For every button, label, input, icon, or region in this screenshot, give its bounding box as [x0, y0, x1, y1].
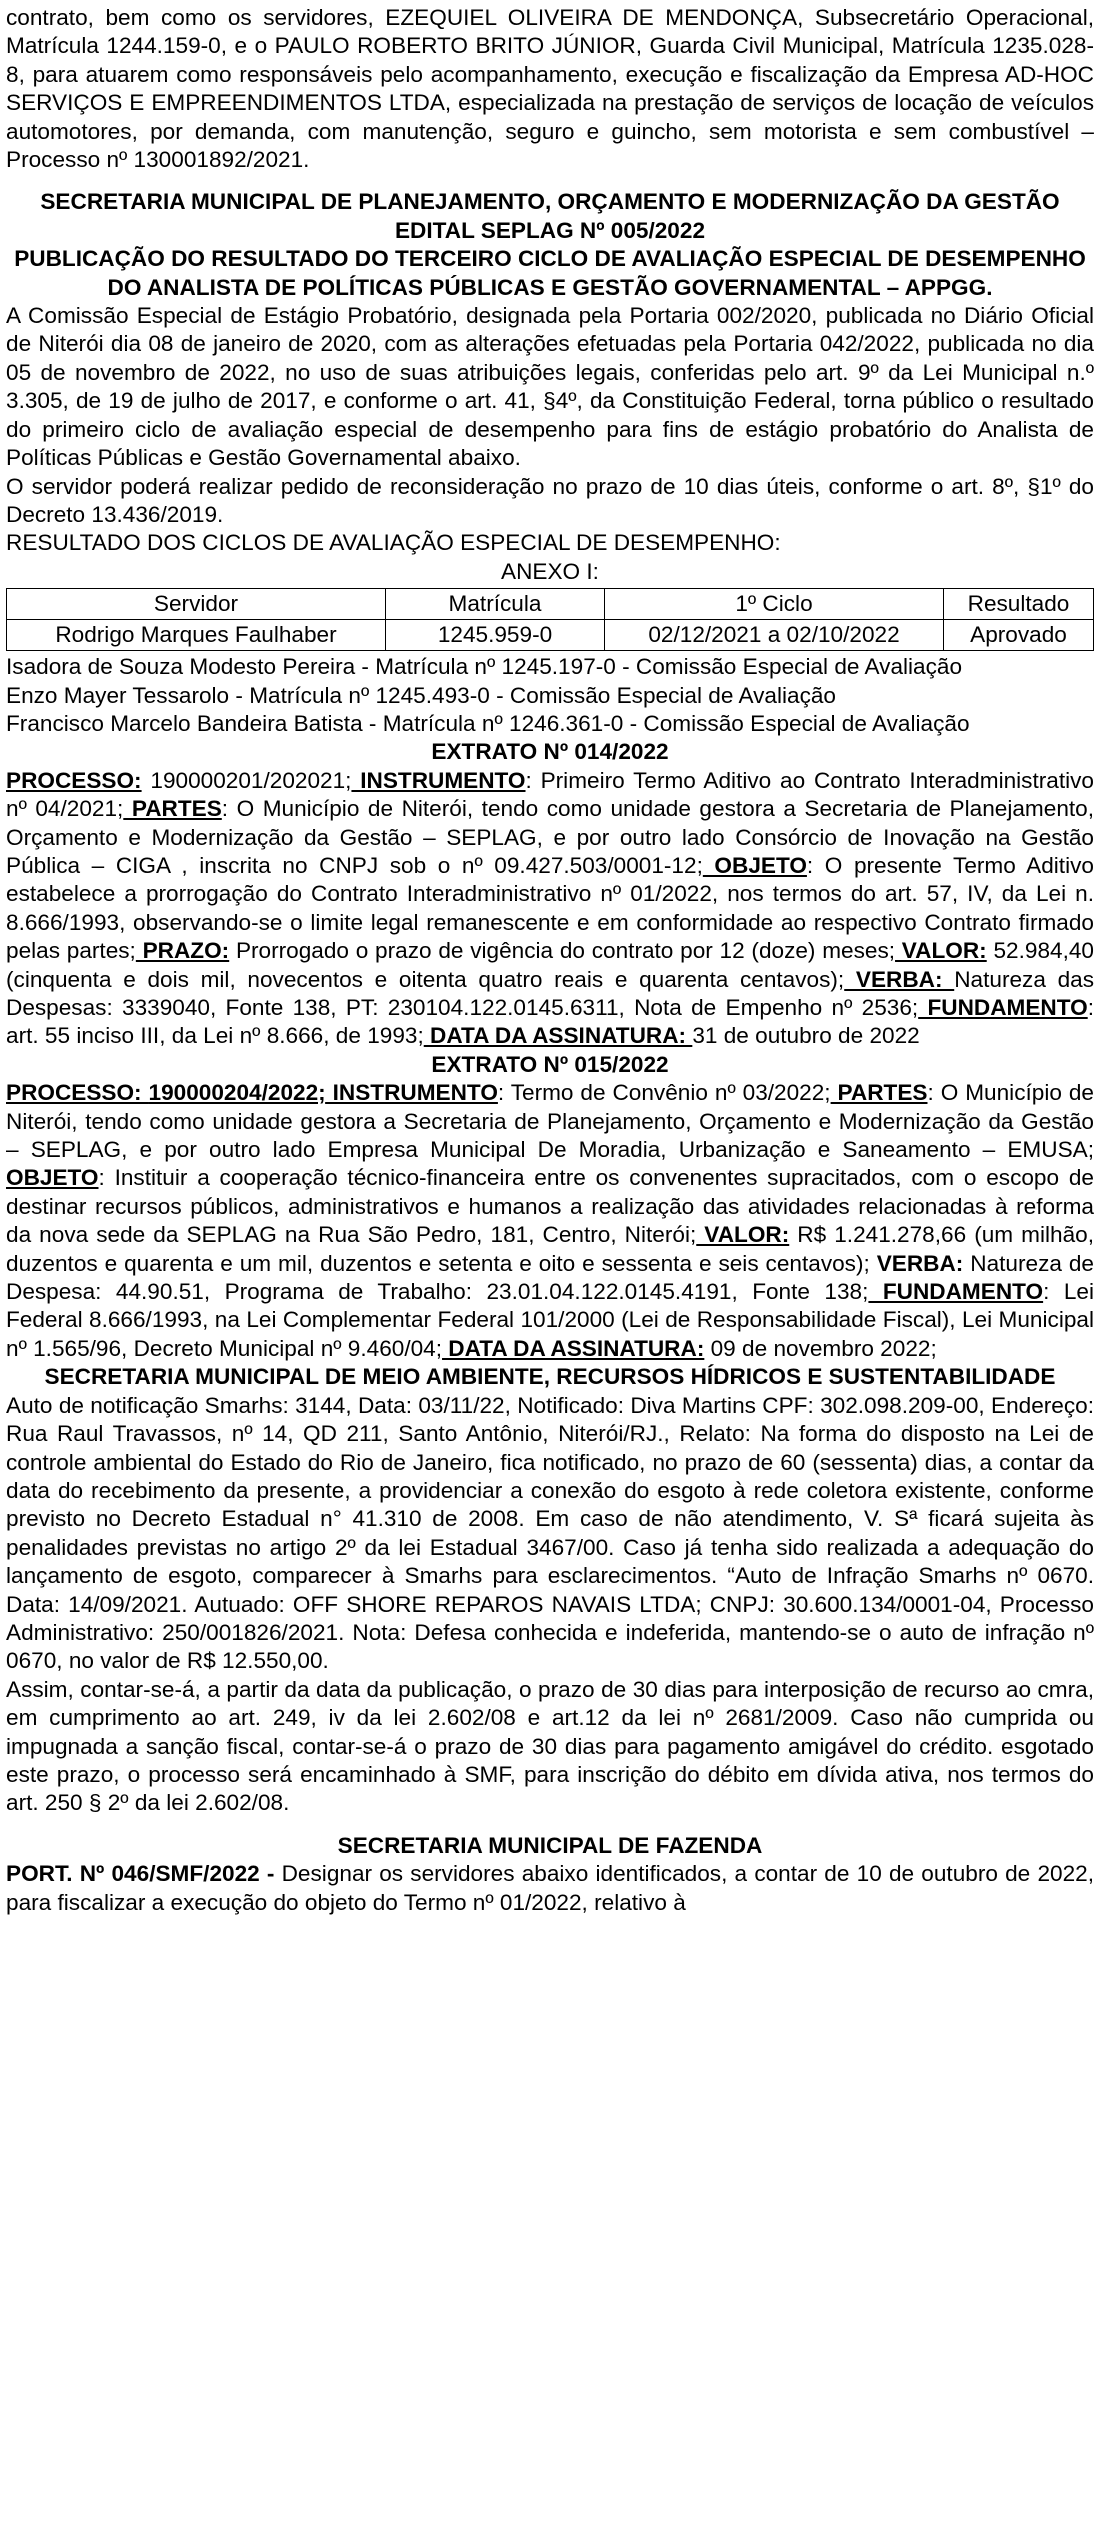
seplag-section — [6, 188, 1094, 738]
extrato-015-title: EXTRATO Nº 015/2022 — [431, 1051, 669, 1077]
smarhs-paragraph-1: Auto de notificação Smarhs: 3144, Data: 03/11/22, Notificado: Diva Martins CPF: 302.098.209-00, Endereço: Rua Raul Travassos, nº 14, QD 211, Santo Antônio, Niterói/RJ., Relato: Na forma do disposto na Lei de controle ambiental do Estado do Rio de Janeiro, fica notificado, no prazo de 60 (sessenta) dias, a contar da data do recebimento da presente, a providenciar a conexão do esgoto à rede coletora existente, conforme previsto no Decreto Estadual n° 41.310 de 2008. Em caso de não atendimento, V. Sª ficará sujeita às penalidades previstas no artigo 2º da lei Estadual 3467/00. Caso já tenha sido realizada a adequação do lançamento de esgoto, comparecer à Smarhs para esclarecimentos. “Auto de Infração Smarhs nº 0670. Data: 14/09/2021. Autuado: OFF SHORE REPAROS NAVAIS LTDA; CNPJ: 30.600.134/0001-04, Processo Administrativo: 250/001826/2021. Nota: Defesa conhecida e indeferida, mantendo-se o auto de infração nº 0670, no valor de R$ 12.550,00. — [6, 1392, 1094, 1674]
instrumento-label: INSTRUMENTO — [325, 1080, 498, 1106]
objeto-label: OBJETO — [6, 1165, 99, 1191]
fundamento-label: FUNDAMENTO — [918, 995, 1088, 1020]
verba-value: Natureza de Despesa: 44.90.51, Programa de Trabalho: 23.01.04.122.0145.4191, Fonte 138; — [6, 1250, 1094, 1305]
verba-label: VERBA: — [844, 966, 955, 992]
table-cell: Aprovado — [944, 620, 1094, 651]
valor-value: R$ 1.241.278,66 (um milhão, duzentos e quarenta e um mil, duzentos e setenta e oito e sessenta e seis centavos); — [6, 1222, 1094, 1276]
processo-label: PROCESSO: — [6, 767, 142, 793]
smarhs-section — [6, 1363, 1094, 1818]
publication-title: PUBLICAÇÃO DO RESULTADO DO TERCEIRO CICLO DE AVALIAÇÃO ESPECIAL DE DESEMPENHO DO ANALISTA DE POLÍTICAS PÚBLICAS E GESTÃO GOVERNAMENTAL – APPGG. — [14, 246, 1086, 300]
table-header-cell: 1º Ciclo — [605, 589, 944, 620]
valor-label: VALOR: — [696, 1222, 790, 1248]
instrumento-label: INSTRUMENTO — [351, 767, 526, 793]
results-label: RESULTADO DOS CICLOS DE AVALIAÇÃO ESPECIAL DE DESEMPENHO: — [6, 530, 781, 556]
fundamento-value: : art. 55 inciso III, da Lei nº 8.666, de 1993; — [6, 995, 1094, 1049]
verba-value: Natureza das Despesas: 3339040, Fonte 138, PT: 230104.122.0145.6311, Nota de Empenho nº 2536; — [6, 966, 1095, 1020]
instrumento-value: : Primeiro Termo Aditivo ao Contrato Interadministrativo nº 04/2021; — [6, 767, 1094, 822]
seplag-heading: SECRETARIA MUNICIPAL DE PLANEJAMENTO, ORÇAMENTO E MODERNIZAÇÃO DA GESTÃO — [40, 189, 1060, 215]
annex-label: ANEXO I: — [501, 558, 599, 584]
table-cell: 1245.959-0 — [386, 620, 605, 651]
data-assinatura-label: DATA DA ASSINATURA: — [423, 1023, 693, 1049]
smf-heading: SECRETARIA MUNICIPAL DE FAZENDA — [337, 1832, 763, 1858]
partes-label: PARTES — [123, 796, 222, 822]
objeto-value: : O presente Termo Aditivo estabelece a prorrogação do Contrato Interadministrativo nº 01/2022, nos termos do art. 57, IV, da Lei n. 8.666/1993, observando-se o limite legal remanescente e em conformidade ao respectivo Contrato firmado pelas partes; — [6, 852, 1094, 964]
extrato-015 — [6, 1051, 1094, 1363]
table-header-cell: Servidor — [7, 589, 386, 620]
valor-label: VALOR: — [895, 938, 987, 964]
portaria-text: Designar os servidores abaixo identificados, a contar de 10 de outubro de 2022, para fiscalizar a execução do objeto do Termo nº 01/2022, relativo à — [6, 1861, 1094, 1915]
commission-member: Enzo Mayer Tessarolo - Matrícula nº 1245.493-0 - Comissão Especial de Avaliação — [6, 682, 836, 708]
extrato-015-body — [6, 1079, 1094, 1363]
instrumento-value: : Termo de Convênio nº 03/2022; — [497, 1080, 831, 1106]
smf-section — [6, 1832, 1094, 1917]
table-header-cell: Resultado — [944, 589, 1094, 620]
table-row — [7, 620, 1094, 651]
seplag-body-1: A Comissão Especial de Estágio Probatório, designada pela Portaria 002/2020, publicada no Diário Oficial de Niterói dia 08 de janeiro de 2020, com as alterações efetuadas pela Portaria 042/2022, publicada no dia 05 de novembro de 2022, no uso de suas atribuições legais, conferidas pelo art. 9º da Lei Municipal n.º 3.305, de 19 de julho de 2017, e conforme o art. 41, §4º, da Constituição Federal, torna público o resultado do primeiro ciclo de avaliação especial de desempenho para fins de estágio probatório do Analista de Políticas Públicas e Gestão Governamental abaixo. — [6, 303, 1094, 471]
commission-member: Isadora de Souza Modesto Pereira - Matrícula nº 1245.197-0 - Comissão Especial de Avaliação — [6, 654, 963, 680]
data-assinatura-value: 09 de novembro 2022; — [704, 1335, 937, 1361]
data-assinatura-label: DATA DA ASSINATURA: — [442, 1335, 705, 1361]
fundamento-value: : Lei Federal 8.666/1993, na Lei Complementar Federal 101/2000 (Lei de Responsabilidade Fiscal), Lei Municipal nº 1.565/96, Decreto Municipal nº 9.460/04; — [6, 1279, 1094, 1361]
table-cell: Rodrigo Marques Faulhaber — [7, 620, 386, 651]
valor-value: 52.984,40 (cinquenta e dois mil, novecentos e oitenta quatro reais e quarenta centavos); — [6, 938, 1094, 992]
intro-paragraph: contrato, bem como os servidores, EZEQUIEL OLIVEIRA DE MENDONÇA, Subsecretário Operacional, Matrícula 1244.159-0, e o PAULO ROBERTO BRITO JÚNIOR, Guarda Civil Municipal, Matrícula 1235.028-8, para atuarem como responsáveis pelo acompanhamento, execução e fiscalização da Empresa AD-HOC SERVIÇOS E EMPREENDIMENTOS LTDA, especializada na prestação de serviços de locação de veículos automotores, por demanda, com manutenção, seguro e guincho, sem motorista e sem combustível – Processo nº 130001892/2021. — [6, 5, 1094, 173]
partes-value: : O Município de Niterói, tendo como unidade gestora a Secretaria de Planejamento, Orçamento e Modernização da Gestão – SEPLAG, e por outro lado Empresa Municipal De Moradia, Urbanização e Saneamento – EMUSA; — [6, 1080, 1094, 1163]
table-header-cell: Matrícula — [386, 589, 605, 620]
portaria-label: PORT. Nº 046/SMF/2022 - — [6, 1861, 275, 1887]
processo-label: PROCESSO: — [6, 1080, 149, 1106]
annex-table — [6, 588, 1094, 651]
partes-value: : O Município de Niterói, tendo como unidade gestora a Secretaria de Planejamento, Orçamento e Modernização da Gestão – SEPLAG, e por outro lado Consórcio de Inovação na Gestão Pública – CIGA , inscrita no CNPJ sob o nº 09.427.503/0001-12; — [6, 796, 1095, 878]
prazo-label: PRAZO: — [135, 938, 230, 964]
fundamento-label: FUNDAMENTO — [868, 1279, 1044, 1305]
extrato-014-body — [6, 767, 1094, 1051]
table-header-row — [7, 589, 1094, 620]
smarhs-heading: SECRETARIA MUNICIPAL DE MEIO AMBIENTE, RECURSOS HÍDRICOS E SUSTENTABILIDADE — [44, 1364, 1056, 1390]
partes-label: PARTES — [830, 1080, 928, 1106]
edital-title: EDITAL SEPLAG Nº 005/2022 — [394, 217, 706, 243]
processo-value: 190000204/2022; — [148, 1080, 326, 1106]
extrato-014 — [6, 738, 1094, 1050]
table-cell: 02/12/2021 a 02/10/2022 — [605, 620, 944, 651]
data-assinatura-value: 31 de outubro de 2022 — [692, 1023, 920, 1049]
objeto-value: : Instituir a cooperação técnico-financeira entre os convenentes supracitados, com o escopo de destinar recursos públicos, administrativos e humanos a realização das atividades relacionadas à reforma da nova sede da SEPLAG na Rua São Pedro, 181, Centro, Niterói; — [6, 1165, 1094, 1248]
commission-member: Francisco Marcelo Bandeira Batista - Matrícula nº 1246.361-0 - Comissão Especial de Avaliação — [6, 710, 970, 736]
verba-label: VERBA: — [869, 1250, 964, 1276]
objeto-label: OBJETO — [702, 852, 807, 878]
extrato-014-title: EXTRATO Nº 014/2022 — [431, 739, 669, 765]
prazo-value: Prorrogado o prazo de vigência do contrato por 12 (doze) meses; — [229, 938, 896, 964]
processo-value: 190000201/202021; — [141, 767, 352, 793]
smarhs-paragraph-2: Assim, contar-se-á, a partir da data da publicação, o prazo de 30 dias para interposição de recurso ao cmra, em cumprimento ao art. 249, iv da lei 2.602/08 e art.12 da lei nº 2681/2009. Caso não cumprida ou impugnada a sanção fiscal, contar-se-á o prazo de 30 dias para pagamento amigável do crédito. esgotado este prazo, o processo será encaminhado à SMF, para inscrição do débito em dívida ativa, nos termos do art. 250 § 2º da lei 2.602/08. — [6, 1676, 1094, 1816]
smf-portaria — [6, 1860, 1094, 1917]
seplag-body-2: O servidor poderá realizar pedido de reconsideração no prazo de 10 dias úteis, conforme o art. 8º, §1º do Decreto 13.436/2019. — [6, 473, 1094, 527]
